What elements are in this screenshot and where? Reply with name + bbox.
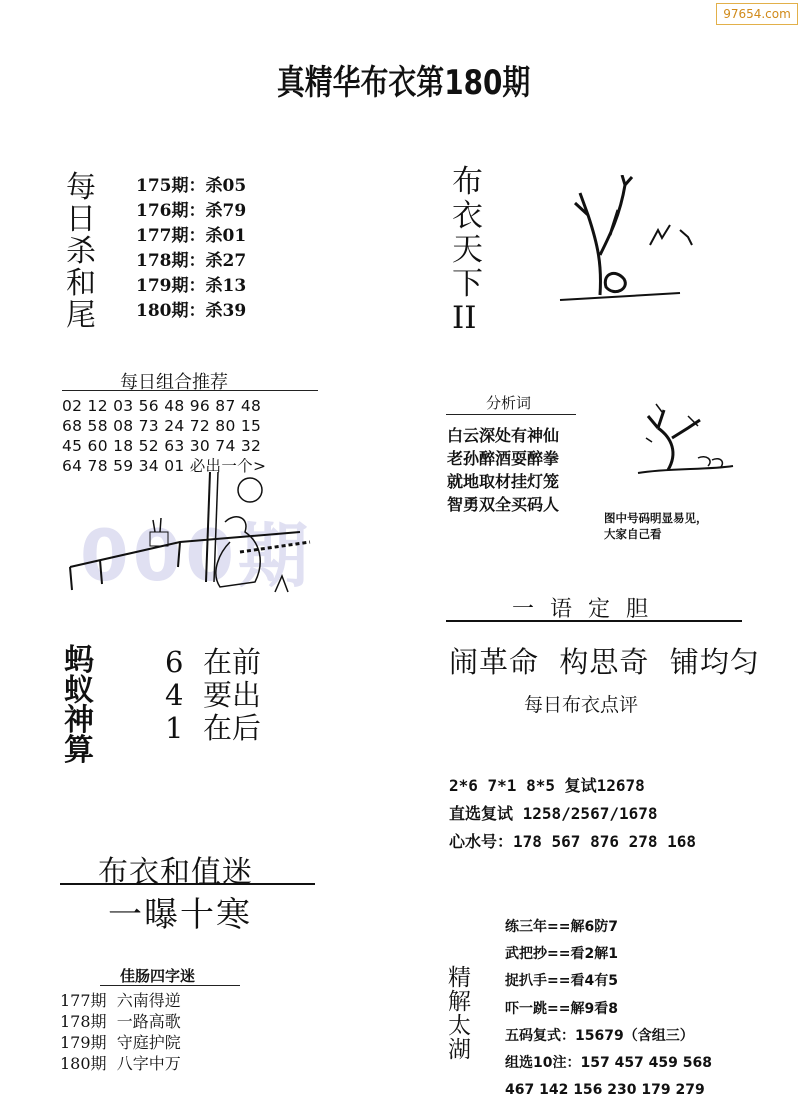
scholar-writing-image xyxy=(60,472,320,602)
kill-item: 178期：杀27 xyxy=(136,251,247,271)
one-word-phrase: 闹革命 构思奇 铺均匀 xyxy=(449,645,760,679)
ant-label xyxy=(64,643,98,768)
one-word-title: 一语定胆 xyxy=(512,597,665,622)
ant-row xyxy=(165,679,261,712)
combo-title: 每日组合推荐 xyxy=(120,372,228,393)
combo-bg-number: 000期 xyxy=(80,515,313,597)
jingjie-line: 武把抄==看2解1 xyxy=(505,946,618,963)
label-char: 衣 xyxy=(452,198,483,234)
tree-sketch-image xyxy=(540,175,710,305)
label-char: 精 xyxy=(448,965,471,991)
label-char: 和 xyxy=(66,266,96,301)
comment-label: 每日布衣点评 xyxy=(524,694,639,716)
label-char: 蚁 xyxy=(64,673,94,708)
kill-item: 175期：杀05 xyxy=(136,176,247,196)
daily-kill-list xyxy=(136,174,246,324)
poem-line: 智勇双全买码人 xyxy=(447,495,560,514)
label-char: 解 xyxy=(448,989,471,1015)
combo-row: 68 58 08 73 24 72 80 15 xyxy=(62,417,262,435)
divider xyxy=(62,390,318,391)
codes-block xyxy=(449,772,696,856)
picture-note xyxy=(604,510,708,542)
ant-number: 4 xyxy=(165,678,184,712)
combo-row: 45 60 18 52 63 30 74 32 xyxy=(62,437,262,455)
label-char: 下 xyxy=(452,266,483,302)
label-char: 每 xyxy=(66,170,96,205)
jingjie-line: 捉扒手==看4有5 xyxy=(505,973,618,990)
jingjie-line: 467 142 156 230 179 279 xyxy=(505,1082,705,1099)
note-line: 大家自己看 xyxy=(604,527,662,541)
label-char: 神 xyxy=(64,703,94,738)
ant-number: 1 xyxy=(165,711,184,745)
riddle-title: 布衣和值迷 xyxy=(98,855,253,890)
jingjie-line: 组选10注：157 457 459 568 xyxy=(505,1055,712,1072)
bonsai-sketch-image xyxy=(628,398,738,480)
jingjie-line: 吓一跳==解9看8 xyxy=(505,1000,618,1017)
code-line: 2*6 7*1 8*5 复试12678 xyxy=(449,776,645,795)
jingjie-label xyxy=(448,966,474,1062)
combo-row: 02 12 03 56 48 96 87 48 xyxy=(62,397,262,415)
jingjie-lines xyxy=(505,914,712,1104)
kill-item: 176期：杀79 xyxy=(136,201,247,221)
combo-grid xyxy=(62,396,266,476)
ant-row xyxy=(165,646,261,679)
jingjie-line: 练三年==解6防7 xyxy=(505,919,618,935)
label-char: 杀 xyxy=(66,234,96,269)
label-char: 布 xyxy=(452,164,483,200)
poem-line: 老孙醉酒耍醉拳 xyxy=(447,449,560,468)
poem-title: 分析词 xyxy=(486,394,532,412)
code-line: 心水号：178 567 876 278 168 xyxy=(449,832,697,851)
daily-kill-label xyxy=(66,172,106,332)
page-title: 真精华布衣第180期 xyxy=(276,63,531,103)
jingjie-line: 五码复式：15679（含组三） xyxy=(505,1027,694,1044)
ant-number: 6 xyxy=(165,645,184,679)
four-word-item: 177期 六南得逆 xyxy=(60,991,181,1010)
label-char: 蚂 xyxy=(64,643,94,678)
poem-line: 就地取材挂灯笼 xyxy=(447,472,560,491)
label-char: 算 xyxy=(64,733,94,768)
four-word-title: 佳肠四字迷 xyxy=(120,967,196,985)
four-word-item: 178期 一路高歌 xyxy=(60,1012,181,1031)
ant-rows xyxy=(165,646,261,745)
label-char: II xyxy=(452,300,477,336)
divider xyxy=(446,414,576,415)
four-word-item: 180期 八字中万 xyxy=(60,1054,181,1073)
kill-item: 177期：杀01 xyxy=(136,226,247,246)
riddle-answer: 一曝十寒 xyxy=(108,895,252,935)
ant-row xyxy=(165,712,261,745)
site-watermark[interactable]: 97654.com xyxy=(716,3,798,25)
four-word-item: 179期 守庭护院 xyxy=(60,1033,181,1052)
poem-line: 白云深处有神仙 xyxy=(447,426,560,445)
label-char: 太 xyxy=(448,1013,471,1039)
label-char: 尾 xyxy=(66,298,96,333)
label-char: 日 xyxy=(66,202,96,237)
ant-text: 要出 xyxy=(203,678,262,712)
buyi-tianxia-label xyxy=(452,165,492,335)
divider xyxy=(60,883,315,885)
kill-item: 180期：杀39 xyxy=(136,301,247,321)
kill-item: 179期：杀13 xyxy=(136,276,247,296)
divider xyxy=(100,985,240,986)
poem-lines xyxy=(447,424,559,516)
label-char: 天 xyxy=(452,232,483,268)
ant-text: 在后 xyxy=(203,711,262,745)
code-line: 直选复试 1258/2567/1678 xyxy=(449,804,658,823)
ant-text: 在前 xyxy=(203,645,262,679)
combo-row: 64 78 59 34 01 必出一个> xyxy=(62,457,267,475)
four-word-list xyxy=(60,990,181,1074)
label-char: 湖 xyxy=(448,1037,471,1063)
divider xyxy=(446,620,742,622)
note-line: 图中号码明显易见， xyxy=(604,511,708,525)
